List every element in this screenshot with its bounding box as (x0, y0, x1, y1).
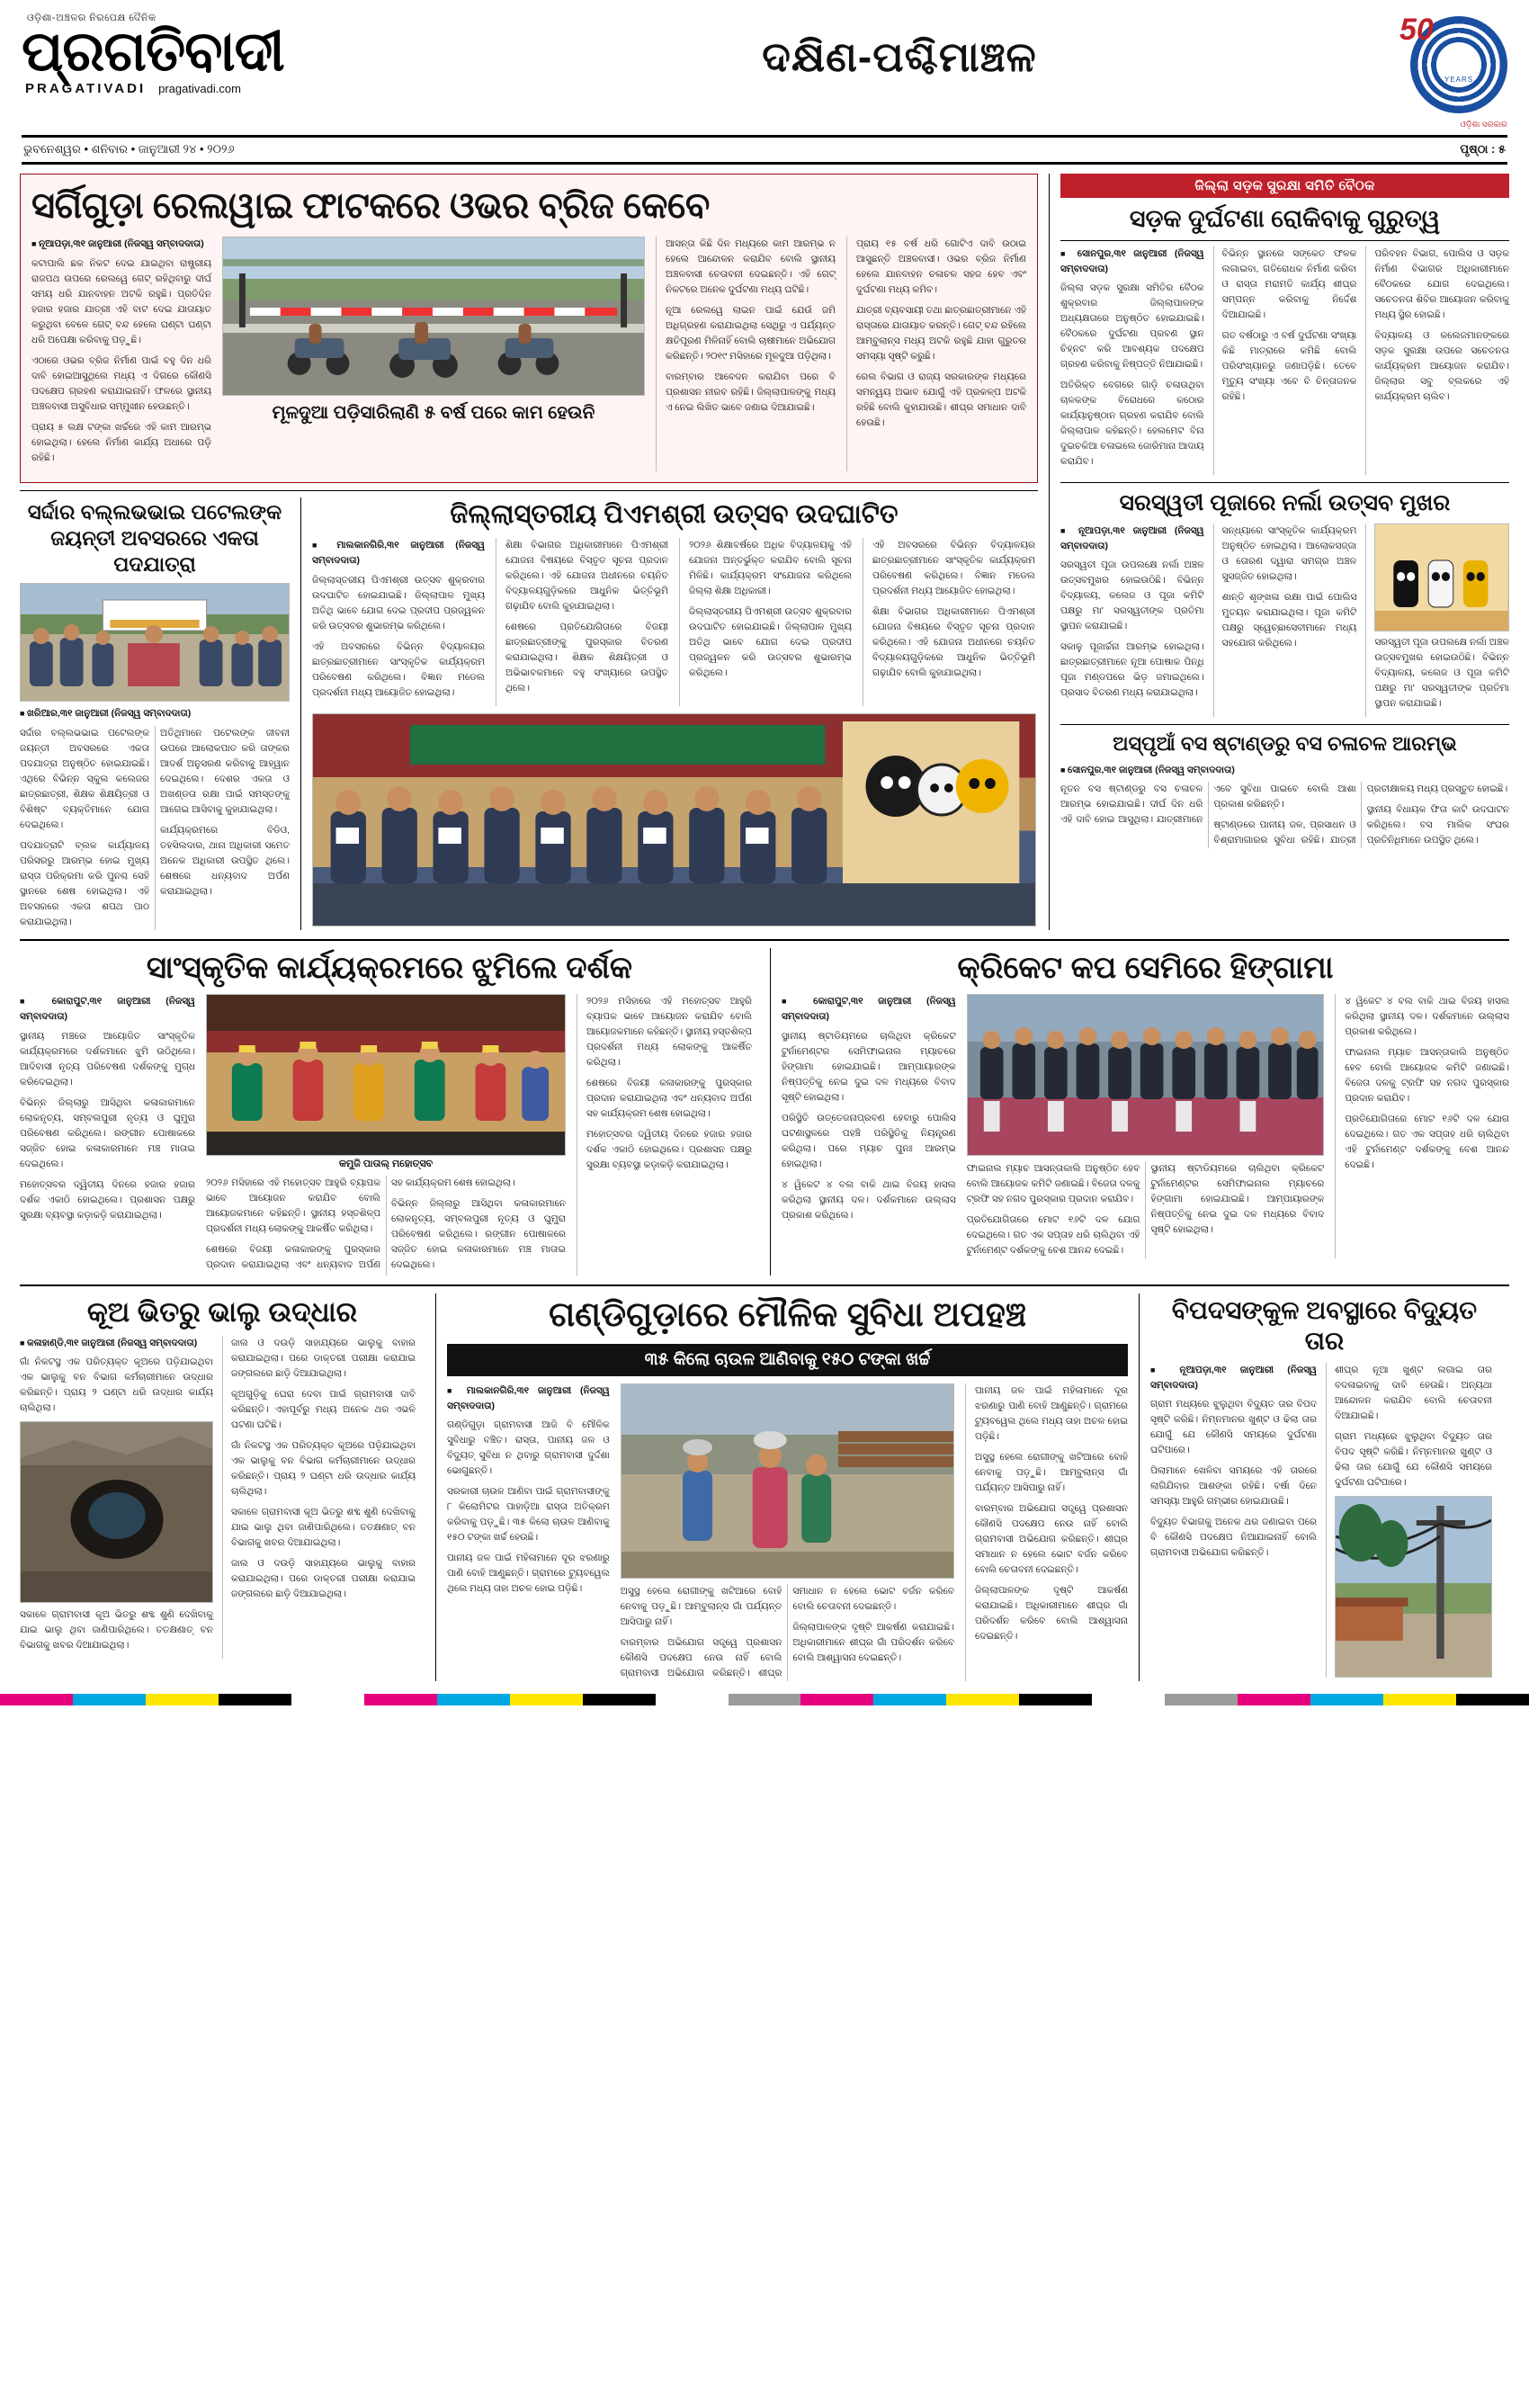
road-safety-headline: ସଡ଼କ ଦୁର୍ଘଟଣା ରୋକିବାକୁ ଗୁରୁତ୍ୱ (1129, 205, 1441, 232)
lead-pullquote: ମୂଳଦୁଆ ପଡ଼ିସାରିଲାଣି ୫ ବର୍ଷ ପରେ କାମ ହେଉନି (272, 403, 595, 424)
cultural-photo-caption: କମୁଜି ପାତାଲ୍‌ ମହୋତ୍ସବ (338, 1159, 434, 1170)
wire-body-col1: ଗ୍ରାମ ମଧ୍ୟରେ ଝୁଲୁଥିବା ବିଦ୍ୟୁତ ତାର ବିପଦ ସୃଷ୍ଟି କରିଛି। ନିମ୍ନମାନର ଖୁଣ୍ଟ ଓ ଢିଲା ତାର ଯୋଗୁଁ ଯେ କୌଣସି ସମୟରେ ଦୁର୍ଘଟଣା ଘଟିପାରେ। ପିଲାମାନେ ଖେଳିବା ସମୟରେ ଏହି ତାରରେ ଲାଗିଯିବାର ଆଶଙ୍କା ରହିଛି। ବର୍ଷା ଦିନେ ସମସ୍ୟା ଆହୁରି ଗମ୍ଭୀର ହୋଇଯାଉଛି। ବିଦ୍ୟୁତ ବିଭାଗକୁ ଅନେକ ଥର ଜଣାଇବା ପରେ ବି କୌଣସି ପଦକ୍ଷେପ ନିଆଯାଇନାହିଁ ବୋଲି ଗ୍ରାମବାସୀ ଅଭିଯୋଗ କରିଛନ୍ତି। (1150, 1399, 1317, 1559)
pmshri-body-col1: ଜିଲ୍ଲାସ୍ତରୀୟ ପିଏମଶ୍ରୀ ଉତ୍ସବ ଶୁକ୍ରବାର ଉଦଘାଟିତ ହୋଇଯାଇଛି। ଜିଲ୍ଲାପାଳ ମୁଖ୍ୟ ଅତିଥି ଭାବେ ଯୋଗ ଦେଇ ପ୍ରଦୀପ ପ୍ରଜ୍ୱଳନ କରି ଉତ୍ସବର ଶୁଭାରମ୍ଭ କରିଥିଲେ। ଏହି ଅବସରରେ ବିଭିନ୍ନ ବିଦ୍ୟାଳୟର ଛାତ୍ରଛାତ୍ରୀମାନେ ସାଂସ୍କୃତିକ କାର୍ଯ୍ୟକ୍ରମ ପରିବେଷଣ କରିଥିଲେ। ବିଜ୍ଞାନ ମଡେଲ ପ୍ରଦର୍ଶନୀ ମଧ୍ୟ ଆୟୋଜିତ ହୋଇଥିଲା। (312, 574, 485, 698)
lead-byline: ■ ନୂଆପଡ଼ା,୩୧ ଜାନୁଆରୀ (ନିଜସ୍ୱ ସମ୍ବାଦଦାତା) (31, 237, 211, 252)
pmshri-byline: ■ ମାଲକାନଗିରି,୩୧ ଜାନୁଆରୀ (ନିଜସ୍ୱ ସମ୍ବାଦଦାତା) (312, 538, 485, 568)
wire-headline: ବିପଦସଙ୍କୁଳ ଅବସ୍ଥାରେ ବିଦ୍ୟୁତ ତାର (1171, 1296, 1478, 1355)
color-swatch (873, 1694, 946, 1705)
color-swatch (364, 1694, 437, 1705)
lead-body-col2: ଆସନ୍ତା କିଛି ଦିନ ମଧ୍ୟରେ କାମ ଆରମ୍ଭ ନ ହେଲେ ଆନ୍ଦୋଳନ କରାଯିବ ବୋଲି ସ୍ଥାନୀୟ ଅଞ୍ଚଳବାସୀ ଚେତାବନୀ ଦେଇଛନ୍ତି। ଏହି ଗେଟ୍ ନିକଟରେ ଅନେକ ଦୁର୍ଘଟଣା ମଧ୍ୟ ଘଟିଛି। ନୂଆ ରେଲୱେ ଲାଇନ ପାଇଁ ଯେଉଁ ଜମି ଅଧିଗ୍ରହଣ କରାଯାଇଥିଲା ସେଥିରୁ ଏ ପର୍ଯ୍ୟନ୍ତ କ୍ଷତିପୂରଣ ମିଳିନାହିଁ ବୋଲି ଚାଷୀମାନେ ଅଭିଯୋଗ କରିଛନ୍ତି। ୨୦୧୯ ମସିହାରେ ମୂଳଦୁଆ ପଡ଼ିଥିଲା। ବାରମ୍ବାର ଆବେଦନ କରାଯିବା ପରେ ବି ପ୍ରଶାସନ ନୀରବ ରହିଛି। ଜିଲ୍ଲାପାଳଙ୍କୁ ମଧ୍ୟ ଏ ନେଇ ଲିଖିତ ଭାବେ ଜଣାଇ ଦିଆଯାଇଛି। (666, 238, 836, 414)
pmshri-body-col3: ୨୦୨୬ ଶିକ୍ଷାବର୍ଷରେ ଅଧିକ ବିଦ୍ୟାଳୟକୁ ଏହି ଯୋଜନା ଅନ୍ତର୍ଭୁକ୍ତ କରାଯିବ ବୋଲି ସୂଚନା ମିଳିଛି। କାର୍ଯ୍ୟକ୍ରମ ସଂଯୋଜନା କରିଥିଲେ ଜିଲ୍ଲା ଶିକ୍ଷା ଅଧିକାରୀ। ଜିଲ୍ଲାସ୍ତରୀୟ ପିଏମଶ୍ରୀ ଉତ୍ସବ ଶୁକ୍ରବାର ଉଦଘାଟିତ ହୋଇଯାଇଛି। ଜିଲ୍ଲାପାଳ ମୁଖ୍ୟ ଅତିଥି ଭାବେ ଯୋଗ ଦେଇ ପ୍ରଦୀପ ପ୍ରଜ୍ୱଳନ କରି ଉତ୍ସବର ଶୁଭାରମ୍ଭ କରିଥିଲେ। (689, 539, 852, 678)
rally-body: ସର୍ଦ୍ଦାର ବଲ୍ଲଭଭାଇ ପଟେଲଙ୍କ ଜୟନ୍ତୀ ଅବସରରେ ଏକତା ପଦଯାତ୍ରା ଅନୁଷ୍ଠିତ ହୋଇଯାଇଛି। ଏଥିରେ ବିଭିନ୍ନ ସ୍କୁଲ କଲେଜର ଛାତ୍ରଛାତ୍ରୀ, ଶିକ୍ଷକ ଶିକ୍ଷୟିତ୍ରୀ ଓ ବିଶିଷ୍ଟ ବ୍ୟକ୍ତିମାନେ ଯୋଗ ଦେଇଥିଲେ। ପଦଯାତ୍ରାଟି ବ୍ଲକ କାର୍ଯ୍ୟାଳୟ ପରିସରରୁ ଆରମ୍ଭ ହୋଇ ମୁଖ୍ୟ ରାସ୍ତା ପରିକ୍ରମା କରି ପୁନଶ୍ଚ ସେହି ସ୍ଥାନରେ ଶେଷ ହୋଇଥିଲା। ଏହି ଅବସରରେ ଏକତା ଶପଥ ପାଠ କରାଯାଇଥିଲା। ଅତିଥିମାନେ ପଟେଲଙ୍କ ଜୀବନୀ ଉପରେ ଆଲୋକପାତ କରି ତାଙ୍କର ଆଦର୍ଶ ଅନୁସରଣ କରିବାକୁ ଆହ୍ୱାନ ଦେଇଥିଲେ। ଦେଶର ଏକତା ଓ ଅଖଣ୍ଡତା ରକ୍ଷା ପାଇଁ ସମସ୍ତଙ୍କୁ ଆଗେଇ ଆସିବାକୁ କୁହାଯାଇଥିଲା। କାର୍ଯ୍ୟକ୍ରମରେ ବିଡିଓ, ତହସିଲଦାର, ଥାନା ଅଧିକାରୀ ସମେତ ଅନେକ ଅଧିକାରୀ ଉପସ୍ଥିତ ଥିଲେ। ଶେଷରେ ଧନ୍ୟବାଦ ଅର୍ପଣ କରାଯାଇଥିଲା। (20, 728, 290, 928)
color-swatch (583, 1694, 656, 1705)
color-swatch (510, 1694, 583, 1705)
lead-headline: ସର୍ଗିଗୁଡ଼ା ରେଲୱାଇ ଫାଟକରେ ଓଭର ବ୍ରିଜ କେବେ (31, 186, 710, 226)
masthead (0, 0, 1529, 130)
newspaper-logo[interactable]: ପ୍ରଗତିବାଦୀ (22, 21, 284, 83)
emblem-fifty-label: 50 (1399, 13, 1434, 47)
color-swatch (1456, 1694, 1529, 1705)
rally-story (20, 497, 290, 930)
pmshri-stage-photo (312, 713, 1036, 926)
water-carry-photo (621, 1383, 954, 1579)
cricket-body-col2: ଫାଇନାଲ ମ୍ୟାଚ ଆସନ୍ତାକାଲି ଅନୁଷ୍ଠିତ ହେବ ବୋଲି ଆୟୋଜକ କମିଟି ଜଣାଇଛି। ବିଜେତା ଦଳକୁ ଟ୍ରଫି ସହ ନଗଦ ପୁରସ୍କାର ପ୍ରଦାନ କରାଯିବ। ପ୍ରତିଯୋଗିତାରେ ମୋଟ ୧୬ଟି ଦଳ ଯୋଗ ଦେଇଥିଲେ। ଗତ ଏକ ସପ୍ତାହ ଧରି ଚାଲିଥିବା ଏହି ଟୁର୍ନାମେଣ୍ଟ ଦର୍ଶକଙ୍କୁ ବେଶ ଆନନ୍ଦ ଦେଇଛି। ସ୍ଥାନୀୟ ଷ୍ଟାଡିୟମରେ ଚାଲିଥିବା କ୍ରିକେଟ ଟୁର୍ନାମେଣ୍ଟର ସେମିଫାଇନାଲ ମ୍ୟାଚରେ ହିଙ୍ଗାମା ହୋଇଯାଇଛି। ଆମ୍ପାୟାରଙ୍କ ନିଷ୍ପତ୍ତିକୁ ନେଇ ଦୁଇ ଦଳ ମଧ୍ୟରେ ବିବାଦ ସୃଷ୍ଟି ହୋଇଥିଲା। (966, 1163, 1325, 1257)
color-swatch (291, 1694, 364, 1705)
cultural-story (20, 948, 759, 1276)
village-body-col1: ଗଣ୍ଡିଗୁଡ଼ା ଗ୍ରାମବାସୀ ଆଜି ବି ମୌଳିକ ସୁବିଧାରୁ ବଞ୍ଚିତ। ରାସ୍ତା, ପାନୀୟ ଜଳ ଓ ବିଦ୍ୟୁତ୍ ସୁବିଧା ନ ଥିବାରୁ ଗ୍ରାମବାସୀ ଦୁର୍ଦ୍ଦଶା ଭୋଗୁଛନ୍ତି। ସରକାରୀ ଚାଉଳ ଆଣିବା ପାଇଁ ଗ୍ରାମବାସୀଙ୍କୁ ୮ କିଲୋମିଟର ପାହାଡ଼ିଆ ରାସ୍ତା ଅତିକ୍ରମ କରିବାକୁ ପଡ଼ୁଛି। ୩୫ କିଲୋ ଚାଉଳ ଆଣିବାକୁ ୧୫୦ ଟଙ୍କା ଖର୍ଚ୍ଚ ହେଉଛି। ପାନୀୟ ଜଳ ପାଇଁ ମହିଳାମାନେ ଦୂର ଝରଣାରୁ ପାଣି ବୋହି ଆଣୁଛନ୍ତି। ଗ୍ରାମରେ ଟ୍ୟୁବୱେଲ ଥିଲେ ମଧ୍ୟ ତାହା ଅଚଳ ହୋଇ ପଡ଼ିଛି। (447, 1419, 610, 1594)
cricket-team-photo (967, 994, 1324, 1156)
unity-rally-photo (20, 583, 290, 702)
village-body-col2: ଅସୁସ୍ଥ ହେଲେ ରୋଗୀଙ୍କୁ ଖଟିଆରେ ବୋହି ନେବାକୁ ପଡ଼ୁଛି। ଆମ୍ବୁଲାନ୍ସ ଗାଁ ପର୍ଯ୍ୟନ୍ତ ଆସିପାରୁ ନାହିଁ। ବାରମ୍ବାର ଅଭିଯୋଗ ସତ୍ତ୍ୱେ ପ୍ରଶାସନ କୌଣସି ପଦକ୍ଷେପ ନେଉ ନାହିଁ ବୋଲି ଗ୍ରାମବାସୀ ଅଭିଯୋଗ କରିଛନ୍ତି। ଶୀଘ୍ର ସମାଧାନ ନ ହେଲେ ଭୋଟ ବର୍ଜନ କରିବେ ବୋଲି ଚେତାବନୀ ଦେଇଛନ୍ତି। ଜିଲ୍ଲାପାଳଙ୍କ ଦୃଷ୍ଟି ଆକର୍ଷଣ କରାଯାଇଛି। ଅଧିକାରୀମାନେ ଶୀଘ୍ର ଗାଁ ପରିଦର୍ଶନ କରିବେ ବୋଲି ଆଶ୍ୱାସନା ଦେଇଛନ୍ତି। (620, 1585, 954, 1678)
dateline-bar (22, 138, 1507, 165)
bus-headline: ଅସ୍ପୃଆଁ ବସ ଷ୍ଟାଣ୍ଡରୁ ବସ ଚଳାଚଳ ଆରମ୍ଭ (1113, 732, 1457, 756)
cricket-byline: ■ କୋରାପୁଟ,୩୧ ଜାନୁଆରୀ (ନିଜସ୍ୱ ସମ୍ବାଦଦାତା) (782, 994, 956, 1025)
color-swatch (729, 1694, 801, 1705)
cricket-body-col1: ସ୍ଥାନୀୟ ଷ୍ଟାଡିୟମରେ ଚାଲିଥିବା କ୍ରିକେଟ ଟୁର୍ନାମେଣ୍ଟର ସେମିଫାଇନାଲ ମ୍ୟାଚରେ ହିଙ୍ଗାମା ହୋଇଯାଇଛି। ଆମ୍ପାୟାରଙ୍କ ନିଷ୍ପତ୍ତିକୁ ନେଇ ଦୁଇ ଦଳ ମଧ୍ୟରେ ବିବାଦ ସୃଷ୍ଟି ହୋଇଥିଲା। ପରିସ୍ଥିତି ଉତ୍ତେଜନାପ୍ରବଣ ହେବାରୁ ପୋଲିସ ଘଟଣାସ୍ଥଳରେ ପହଞ୍ଚି ପରିସ୍ଥିତିକୁ ନିୟନ୍ତ୍ରଣ କରିଥିଲା। ପରେ ମ୍ୟାଚ ପୁନଃ ଆରମ୍ଭ ହୋଇଥିଲା। ୪ ୱିକେଟ ୪ ବଲ ବାକି ଥାଇ ବିଜୟ ହାସଲ କରିଥିଲା ସ୍ଥାନୀୟ ଦଳ। ଦର୍ଶକମାନେ ଉଲ୍ଲାସ ପ୍ରକାଶ କରିଥିଲେ। (782, 1031, 956, 1222)
color-swatch (437, 1694, 510, 1705)
masthead-logo-block (22, 13, 444, 96)
bear-headline: କୂଅ ଭିତରୁ ଭାଲୁ ଉଦ୍ଧାର (86, 1296, 358, 1329)
rally-byline: ■ ଖରିଆର,୩୧ ଜାନୁଆରୀ (ନିଜସ୍ୱ ସମ୍ବାଦଦାତା) (20, 706, 290, 721)
cultural-body-col2: ୨୦୨୬ ମସିହାରେ ଏହି ମହୋତ୍ସବ ଆହୁରି ବ୍ୟାପକ ଭାବେ ଆୟୋଜନ କରାଯିବ ବୋଲି ଆୟୋଜକମାନେ କହିଛନ୍ତି। ସ୍ଥାନୀୟ ହସ୍ତଶିଳ୍ପ ପ୍ରଦର୍ଶନୀ ମଧ୍ୟ ଲୋକଙ୍କୁ ଆକର୍ଷିତ କରିଥିଲା। ଶେଷରେ ବିଜୟୀ କଳାକାରଙ୍କୁ ପୁରସ୍କାର ପ୍ରଦାନ କରାଯାଇଥିଲା ଏବଂ ଧନ୍ୟବାଦ ଅର୍ପଣ ସହ କାର୍ଯ୍ୟକ୍ରମ ଶେଷ ହୋଇଥିଲା। ବିଭିନ୍ନ ଜିଲ୍ଲାରୁ ଆସିଥିବା କଳାକାରମାନେ ଲୋକନୃତ୍ୟ, ସମ୍ବଲପୁରୀ ନୃତ୍ୟ ଓ ଘୁମୁରା ପରିବେଷଣ କରିଥିଲେ। ରଙ୍ଗୀନ ପୋଷାକରେ ସଜ୍ଜିତ ହୋଇ କଳାକାରମାନେ ମଞ୍ଚ ମାତାଇ ଦେଇଥିଲେ। (206, 1177, 566, 1271)
saraswati-body-col3: ସରସ୍ୱତୀ ପୂଜା ଉପଲକ୍ଷେ ନର୍ଲା ଅଞ୍ଚଳ ଉତ୍ସବମୁଖର ହୋଇଉଠିଛି। ବିଭିନ୍ନ ବିଦ୍ୟାଳୟ, କଲେଜ ଓ ପୂଜା କମିଟି ପକ୍ଷରୁ ମା' ସରସ୍ୱତୀଙ୍କ ପ୍ରତିମା ସ୍ଥାପନ କରାଯାଇଛି। (1374, 637, 1509, 710)
road-safety-body-col1: ଜିଲ୍ଲା ସଡ଼କ ସୁରକ୍ଷା ସମିତିର ବୈଠକ ଶୁକ୍ରବାର ଜିଲ୍ଲାପାଳଙ୍କ ଅଧ୍ୟକ୍ଷତାରେ ଅନୁଷ୍ଠିତ ହୋଇଯାଇଛି। ବୈଠକରେ ଦୁର୍ଘଟଣା ପ୍ରବଣ ସ୍ଥାନ ଚିହ୍ନଟ କରି ଆବଶ୍ୟକ ପଦକ୍ଷେପ ଗ୍ରହଣ କରିବାକୁ ନିଷ୍ପତ୍ତି ନିଆଯାଇଛି। ଅତିରିକ୍ତ ବେଗରେ ଗାଡ଼ି ଚଳାଉଥିବା ଚାଳକଙ୍କ ବିରୋଧରେ କଠୋର କାର୍ଯ୍ୟାନୁଷ୍ଠାନ ଗ୍ରହଣ କରାଯିବ ବୋଲି ଜିଲ୍ଲାପାଳ କହିଛନ୍ତି। ହେଲମେଟ ବିନା ଦୁଇଚକିଆ ଚଳାଇଲେ ଜୋରିମାନା ଆଦାୟ କରାଯିବ। (1060, 282, 1204, 468)
bear-body-col2: ଜାଲ ଓ ଦଉଡ଼ି ସାହାଯ୍ୟରେ ଭାଲୁକୁ ବାହାର କରାଯାଇଥିଲା। ପରେ ଡାକ୍ତରୀ ପରୀକ୍ଷା କରାଯାଇ ଜଙ୍ଗଲରେ ଛାଡ଼ି ଦିଆଯାଇଥିଲା। କୂଅଗୁଡ଼ିକୁ ଘେରା ଦେବା ପାଇଁ ଗ୍ରାମବାସୀ ଦାବି କରିଛନ୍ତି। ଏହାପୂର୍ବରୁ ମଧ୍ୟ ଅନେକ ଥର ଏଭଳି ଘଟଣା ଘଟିଛି। ଗାଁ ନିକଟସ୍ଥ ଏକ ପରିତ୍ୟକ୍ତ କୂଅରେ ପଡ଼ିଯାଇଥିବା ଏକ ଭାଲୁକୁ ବନ ବିଭାଗ କର୍ମଚାରୀମାନେ ଉଦ୍ଧାର କରିଛନ୍ତି। ପ୍ରାୟ ୨ ଘଣ୍ଟା ଧରି ଉଦ୍ଧାର କାର୍ଯ୍ୟ ଚାଲିଥିଲା। ସକାଳେ ଗ୍ରାମବାସୀ କୂଅ ଭିତରୁ ଶବ୍ଦ ଶୁଣି ଦେଖିବାକୁ ଯାଇ ଭାଲୁ ଥିବା ଜାଣିପାରିଥିଲେ। ତତକ୍ଷଣାତ୍ ବନ ବିଭାଗକୁ ଖବର ଦିଆଯାଇଥିଲା। ଜାଲ ଓ ଦଉଡ଼ି ସାହାଯ୍ୟରେ ଭାଲୁକୁ ବାହାର କରାଯାଇଥିଲା। ପରେ ଡାକ୍ତରୀ ପରୀକ୍ଷା କରାଯାଇ ଜଙ୍ଗଲରେ ଛାଡ଼ି ଦିଆଯାଇଥିଲା। (231, 1338, 416, 1600)
color-swatch (219, 1694, 291, 1705)
color-swatch (656, 1694, 729, 1705)
bear-body-col1b: ସକାଳେ ଗ୍ରାମବାସୀ କୂଅ ଭିତରୁ ଶବ୍ଦ ଶୁଣି ଦେଖିବାକୁ ଯାଇ ଭାଲୁ ଥିବା ଜାଣିପାରିଥିଲେ। ତତକ୍ଷଣାତ୍ ବନ ବିଭାଗକୁ ଖବର ଦିଆଯାଇଥିଲା। (20, 1609, 213, 1652)
color-swatch (146, 1694, 219, 1705)
lead-story (20, 174, 1038, 483)
emblem-years-label: YEARS (1444, 76, 1474, 84)
wire-story (1139, 1294, 1498, 1681)
color-swatch (73, 1694, 146, 1705)
cultural-body-col3: ୨୦୨୬ ମସିହାରେ ଏହି ମହୋତ୍ସବ ଆହୁରି ବ୍ୟାପକ ଭାବେ ଆୟୋଜନ କରାଯିବ ବୋଲି ଆୟୋଜକମାନେ କହିଛନ୍ତି। ସ୍ଥାନୀୟ ହସ୍ତଶିଳ୍ପ ପ୍ରଦର୍ଶନୀ ମଧ୍ୟ ଲୋକଙ୍କୁ ଆକର୍ଷିତ କରିଥିଲା। ଶେଷରେ ବିଜୟୀ କଳାକାରଙ୍କୁ ପୁରସ୍କାର ପ୍ରଦାନ କରାଯାଇଥିଲା ଏବଂ ଧନ୍ୟବାଦ ଅର୍ପଣ ସହ କାର୍ଯ୍ୟକ୍ରମ ଶେଷ ହୋଇଥିଲା। ମହୋତ୍ସବର ଦ୍ୱିତୀୟ ଦିନରେ ହଜାର ହଜାର ଦର୍ଶକ ଏକାଠି ହୋଇଥିଲେ। ପ୍ରଶାସନ ପକ୍ଷରୁ ସୁରକ୍ଷା ବ୍ୟବସ୍ଥା କଡ଼ାକଡ଼ି କରାଯାଇଥିଲା। (586, 996, 752, 1171)
color-swatch (946, 1694, 1019, 1705)
saraswati-body-col1: ସରସ୍ୱତୀ ପୂଜା ଉପଲକ୍ଷେ ନର୍ଲା ଅଞ୍ଚଳ ଉତ୍ସବମୁଖର ହୋଇଉଠିଛି। ବିଭିନ୍ନ ବିଦ୍ୟାଳୟ, କଲେଜ ଓ ପୂଜା କମିଟି ପକ୍ଷରୁ ମା' ସରସ୍ୱତୀଙ୍କ ପ୍ରତିମା ସ୍ଥାପନ କରାଯାଇଛି। ସକାଳୁ ପୂଜାର୍ଚ୍ଚନା ଆରମ୍ଭ ହୋଇଥିଲା। ଛାତ୍ରଛାତ୍ରୀମାନେ ନୂଆ ପୋଷାକ ପିନ୍ଧି ପୂଜା ମଣ୍ଡପରେ ଭିଡ଼ ଜମାଇଥିଲେ। ପ୍ରସାଦ ବିତରଣ ମଧ୍ୟ କରାଯାଇଥିଲା। (1060, 559, 1204, 699)
well-rescue-photo (20, 1421, 213, 1603)
railway-gate-photo (222, 237, 645, 396)
page-number: ପୃଷ୍ଠା : ୫ (1460, 142, 1506, 156)
cricket-headline: କ୍ରିକେଟ କପ ସେମିରେ ହିଙ୍ଗାମା (957, 951, 1334, 986)
bear-story (20, 1294, 425, 1681)
color-registration-bar (0, 1694, 1529, 1705)
road-safety-byline: ■ ସୋନପୁର,୩୧ ଜାନୁଆରୀ (ନିଜସ୍ୱ ସମ୍ବାଦଦାତା) (1060, 246, 1204, 277)
color-swatch (800, 1694, 873, 1705)
saraswati-byline: ■ ନୂଆପଡ଼ା,୩୧ ଜାନୁଆରୀ (ନିଜସ୍ୱ ସମ୍ବାଦଦାତା) (1060, 524, 1204, 554)
wire-body-col2: ଶୀଘ୍ର ନୂଆ ଖୁଣ୍ଟ ଲଗାଇ ତାର ବଦଳାଇବାକୁ ଦାବି ହେଉଛି। ଅନ୍ୟଥା ଆନ୍ଦୋଳନ କରାଯିବ ବୋଲି ଚେତାବନୀ ଦିଆଯାଇଛି। ଗ୍ରାମ ମଧ୍ୟରେ ଝୁଲୁଥିବା ବିଦ୍ୟୁତ ତାର ବିପଦ ସୃଷ୍ଟି କରିଛି। ନିମ୍ନମାନର ଖୁଣ୍ଟ ଓ ଢିଲା ତାର ଯୋଗୁଁ ଯେ କୌଣସି ସମୟରେ ଦୁର୍ଘଟଣା ଘଟିପାରେ। (1335, 1365, 1492, 1489)
cultural-headline: ସାଂସ୍କୃତିକ କାର୍ଯ୍ୟକ୍ରମରେ ଝୁମିଲେ ଦର୍ଶକ (146, 951, 633, 986)
village-byline: ■ ମାଲକାନଗିରି,୩୧ ଜାନୁଆରୀ (ନିଜସ୍ୱ ସମ୍ବାଦଦାତା) (447, 1383, 610, 1414)
edition-title-block (444, 13, 1355, 83)
color-swatch (1383, 1694, 1456, 1705)
bear-byline: ■ କଳାହାଣ୍ଡି,୩୧ ଜାନୁଆରୀ (ନିଜସ୍ୱ ସମ୍ବାଦଦାତା) (20, 1336, 213, 1351)
village-subheadline: ୩୫ କିଲୋ ଚାଉଳ ଆଣିବାକୁ ୧୫୦ ଟଙ୍କା ଖର୍ଚ୍ଚ (447, 1344, 1128, 1376)
pmshri-body-col4: ଏହି ଅବସରରେ ବିଭିନ୍ନ ବିଦ୍ୟାଳୟର ଛାତ୍ରଛାତ୍ରୀମାନେ ସାଂସ୍କୃତିକ କାର୍ଯ୍ୟକ୍ରମ ପରିବେଷଣ କରିଥିଲେ। ବିଜ୍ଞାନ ମଡେଲ ପ୍ରଦର୍ଶନୀ ମଧ୍ୟ ଆୟୋଜିତ ହୋଇଥିଲା। ଶିକ୍ଷା ବିଭାଗର ଅଧିକାରୀମାନେ ପିଏମଶ୍ରୀ ଯୋଜନା ବିଷୟରେ ବିସ୍ତୃତ ସୂଚନା ପ୍ରଦାନ କରିଥିଲେ। ଏହି ଯୋଜନା ଅଧୀନରେ ଚୟନିତ ବିଦ୍ୟାଳୟଗୁଡ଼ିକରେ ଆଧୁନିକ ଭିତ୍ତିଭୂମି ଗଢ଼ାଯିବ ବୋଲି କୁହାଯାଇଥିଲା। (872, 539, 1035, 678)
saraswati-headline: ସରସ୍ୱତୀ ପୂଜାରେ ନର୍ଲା ଉତ୍ସବ ମୁଖର (1119, 490, 1451, 516)
color-swatch (1092, 1694, 1165, 1705)
cricket-body-col3: ୪ ୱିକେଟ ୪ ବଲ ବାକି ଥାଇ ବିଜୟ ହାସଲ କରିଥିଲା ସ୍ଥାନୀୟ ଦଳ। ଦର୍ଶକମାନେ ଉଲ୍ଲାସ ପ୍ରକାଶ କରିଥିଲେ। ଫାଇନାଲ ମ୍ୟାଚ ଆସନ୍ତାକାଲି ଅନୁଷ୍ଠିତ ହେବ ବୋଲି ଆୟୋଜକ କମିଟି ଜଣାଇଛି। ବିଜେତା ଦଳକୁ ଟ୍ରଫି ସହ ନଗଦ ପୁରସ୍କାର ପ୍ରଦାନ କରାଯିବ। ପ୍ରତିଯୋଗିତାରେ ମୋଟ ୧୬ଟି ଦଳ ଯୋଗ ଦେଇଥିଲେ। ଗତ ଏକ ସପ୍ତାହ ଧରି ଚାଲିଥିବା ଏହି ଟୁର୍ନାମେଣ୍ଟ ଦର୍ଶକଙ୍କୁ ବେଶ ଆନନ୍ଦ ଦେଇଛି। (1345, 996, 1509, 1171)
color-swatch (1019, 1694, 1092, 1705)
road-safety-body-col3: ପରିବହନ ବିଭାଗ, ପୋଲିସ ଓ ସଡ଼କ ନିର୍ମାଣ ବିଭାଗର ଅଧିକାରୀମାନେ ବୈଠକରେ ଯୋଗ ଦେଇଥିଲେ। ସଚେତନତା ଶିବିର ଆୟୋଜନ କରିବାକୁ ମଧ୍ୟ ସ୍ଥିର ହୋଇଛି। ବିଦ୍ୟାଳୟ ଓ କଲେଜମାନଙ୍କରେ ସଡ଼କ ସୁରକ୍ଷା ଉପରେ ସଚେତନତା କାର୍ଯ୍ୟକ୍ରମ ଆୟୋଜନ କରାଯିବ। ଜିଲ୍ଲାର ସବୁ ବ୍ଲକରେ ଏହି କାର୍ଯ୍ୟକ୍ରମ ଚାଲିବ। (1374, 248, 1509, 403)
village-body-col3: ପାନୀୟ ଜଳ ପାଇଁ ମହିଳାମାନେ ଦୂର ଝରଣାରୁ ପାଣି ବୋହି ଆଣୁଛନ୍ତି। ଗ୍ରାମରେ ଟ୍ୟୁବୱେଲ ଥିଲେ ମଧ୍ୟ ତାହା ଅଚଳ ହୋଇ ପଡ଼ିଛି। ଅସୁସ୍ଥ ହେଲେ ରୋଗୀଙ୍କୁ ଖଟିଆରେ ବୋହି ନେବାକୁ ପଡ଼ୁଛି। ଆମ୍ବୁଲାନ୍ସ ଗାଁ ପର୍ଯ୍ୟନ୍ତ ଆସିପାରୁ ନାହିଁ। ବାରମ୍ବାର ଅଭିଯୋଗ ସତ୍ତ୍ୱେ ପ୍ରଶାସନ କୌଣସି ପଦକ୍ଷେପ ନେଉ ନାହିଁ ବୋଲି ଗ୍ରାମବାସୀ ଅଭିଯୋଗ କରିଛନ୍ତି। ଶୀଘ୍ର ସମାଧାନ ନ ହେଲେ ଭୋଟ ବର୍ଜନ କରିବେ ବୋଲି ଚେତାବନୀ ଦେଇଛନ୍ତି। ଜିଲ୍ଲାପାଳଙ୍କ ଦୃଷ୍ଟି ଆକର୍ଷଣ କରାଯାଇଛି। ଅଧିକାରୀମାନେ ଶୀଘ୍ର ଗାଁ ପରିଦର୍ଶନ କରିବେ ବୋଲି ଆଶ୍ୱାସନା ଦେଇଛନ୍ତି। (975, 1384, 1129, 1642)
color-swatch (0, 1694, 73, 1705)
masthead-tagline: ଓଡ଼ିଶା-ଅଞ୍ଚଳର ନିରପେକ୍ଷ ଦୈନିକ (27, 13, 156, 23)
edition-title: ଦକ୍ଷିଣ-ପଶ୍ଚିମାଞ୍ଚଳ (762, 33, 1037, 80)
bus-body: ନୂତନ ବସ ଷ୍ଟାଣ୍ଡରୁ ବସ ଚଳାଚଳ ଆରମ୍ଭ ହୋଇଯାଇଛି। ଦୀର୍ଘ ଦିନ ଧରି ଏହି ଦାବି ହୋଇ ଆସୁଥିଲା। ଯାତ୍ରୀମାନେ ଏବେ ସୁବିଧା ପାଇବେ ବୋଲି ଆଶା ପ୍ରକାଶ କରିଛନ୍ତି। ଷ୍ଟାଣ୍ଡରେ ପାନୀୟ ଜଳ, ପ୍ରସାଧନ ଓ ବିଶ୍ରାମାଗାରର ସୁବିଧା ରହିଛି। ଯାତ୍ରୀ ପ୍ରତୀକ୍ଷାଳୟ ମଧ୍ୟ ପ୍ରସ୍ତୁତ ହୋଇଛି। ସ୍ଥାନୀୟ ବିଧାୟକ ଫିତା କାଟି ଉଦଘାଟନ କରିଥିଲେ। ବସ ମାଲିକ ସଂଘର ପ୍ରତିନିଧିମାନେ ଉପସ୍ଥିତ ଥିଲେ। (1060, 783, 1509, 846)
bear-body-col1: ଗାଁ ନିକଟସ୍ଥ ଏକ ପରିତ୍ୟକ୍ତ କୂଅରେ ପଡ଼ିଯାଇଥିବା ଏକ ଭାଲୁକୁ ବନ ବିଭାଗ କର୍ମଚାରୀମାନେ ଉଦ୍ଧାର କରିଛନ୍ତି। ପ୍ରାୟ ୨ ଘଣ୍ଟା ଧରି ଉଦ୍ଧାର କାର୍ଯ୍ୟ ଚାଲିଥିଲା। (20, 1356, 213, 1414)
bus-byline: ■ ସୋନପୁର,୩୧ ଜାନୁଆରୀ (ନିଜସ୍ୱ ସମ୍ବାଦଦାତା) (1060, 763, 1509, 778)
pmshri-body-col2: ଶିକ୍ଷା ବିଭାଗର ଅଧିକାରୀମାନେ ପିଏମଶ୍ରୀ ଯୋଜନା ବିଷୟରେ ବିସ୍ତୃତ ସୂଚନା ପ୍ରଦାନ କରିଥିଲେ। ଏହି ଯୋଜନା ଅଧୀନରେ ଚୟନିତ ବିଦ୍ୟାଳୟଗୁଡ଼ିକରେ ଆଧୁନିକ ଭିତ୍ତିଭୂମି ଗଢ଼ାଯିବ ବୋଲି କୁହାଯାଇଥିଲା। ଶେଷରେ ପ୍ରତିଯୋଗିତାରେ ବିଜୟୀ ଛାତ୍ରଛାତ୍ରୀଙ୍କୁ ପୁରସ୍କାର ବିତରଣ କରାଯାଇଥିଲା। ଶିକ୍ଷକ ଶିକ୍ଷୟିତ୍ରୀ ଓ ଅଭିଭାବକମାନେ ବହୁ ସଂଖ୍ୟାରେ ଉପସ୍ଥିତ ଥିଲେ। (505, 539, 668, 694)
road-safety-kicker: ଜିଲ୍ଲା ସଡ଼କ ସୁରକ୍ଷା ସମିତି ବୈଠକ (1060, 174, 1509, 198)
rally-headline: ସର୍ଦ୍ଦାର ବଲ୍ଲଭଭାଇ ପଟେଲଙ୍କ ଜୟନ୍ତୀ ଅବସରରେ ଏକତା ପଦଯାତ୍ରା (27, 500, 282, 576)
village-story (435, 1294, 1128, 1681)
emblem-caption: ଓଡ଼ିଶା ସରକାର (1460, 120, 1507, 129)
color-swatch (1310, 1694, 1383, 1705)
cultural-body-col1: ସ୍ଥାନୀୟ ମଞ୍ଚରେ ଆୟୋଜିତ ସାଂସ୍କୃତିକ କାର୍ଯ୍ୟକ୍ରମରେ ଦର୍ଶକମାନେ ଝୁମି ଉଠିଥିଲେ। ଆଦିବାସୀ ନୃତ୍ୟ ପରିବେଷଣ ଦର୍ଶକଙ୍କୁ ମୁଗ୍ଧ କରିଦେଇଥିଲା। ବିଭିନ୍ନ ଜିଲ୍ଲାରୁ ଆସିଥିବା କଳାକାରମାନେ ଲୋକନୃତ୍ୟ, ସମ୍ବଲପୁରୀ ନୃତ୍ୟ ଓ ଘୁମୁରା ପରିବେଷଣ କରିଥିଲେ। ରଙ୍ଗୀନ ପୋଷାକରେ ସଜ୍ଜିତ ହୋଇ କଳାକାରମାନେ ମଞ୍ଚ ମାତାଇ ଦେଇଥିଲେ। ମହୋତ୍ସବର ଦ୍ୱିତୀୟ ଦିନରେ ହଜାର ହଜାର ଦର୍ଶକ ଏକାଠି ହୋଇଥିଲେ। ପ୍ରଶାସନ ପକ୍ଷରୁ ସୁରକ୍ଷା ବ୍ୟବସ୍ଥା କଡ଼ାକଡ଼ି କରାଯାଇଥିଲା। (20, 1031, 195, 1222)
village-headline: ଗଣ୍ଡିଗୁଡ଼ାରେ ମୌଳିକ ସୁବିଧା ଅପହଞ୍ଚ (549, 1296, 1026, 1335)
cricket-story (770, 948, 1509, 1276)
color-swatch (1165, 1694, 1238, 1705)
color-swatch (1238, 1694, 1310, 1705)
lead-body-col1: କଟାପାଲି ଛକ ନିକଟ ଦେଇ ଯାଇଥିବା ରାଷ୍ଟ୍ରୀୟ ରାଜପଥ ଉପରେ ରେଲୱେ ଗେଟ୍ ରହିଥିବାରୁ ଦୀର୍ଘ ସମୟ ଧରି ଯାନବାହନ ଅଟକି ରହୁଛି। ପ୍ରତିଦିନ ହଜାର ହଜାର ଯାତ୍ରୀ ଏହି ବାଟ ଦେଇ ଯାତାୟାତ କରୁଥିବା ବେଳେ ଗେଟ୍ ବନ୍ଦ ହେଲେ ଘଣ୍ଟା ଘଣ୍ଟା ଧରି ଅପେକ୍ଷା କରିବାକୁ ପଡ଼ୁଛି। ଏଠାରେ ଓଭର ବ୍ରିଜ ନିର୍ମାଣ ପାଇଁ ବହୁ ଦିନ ଧରି ଦାବି ହୋଇଆସୁଥିଲେ ମଧ୍ୟ ଏ ଦିଗରେ କୌଣସି ପଦକ୍ଷେପ ଗ୍ରହଣ କରାଯାଇନାହିଁ। ଫଳରେ ସ୍ଥାନୀୟ ଅଞ୍ଚଳବାସୀ ଅସୁବିଧାର ସମ୍ମୁଖୀନ ହେଉଛନ୍ତି। ପ୍ରାୟ ୫ ଲକ୍ଷ ଟଙ୍କା ଖର୍ଚ୍ଚରେ ଏହି କାମ ଆରମ୍ଭ ହୋଇଥିଲା। ହେଲେ ନିର୍ମାଣ କାର୍ଯ୍ୟ ଅଧାରେ ପଡ଼ି ରହିଛି। (31, 258, 211, 464)
lead-body-col3: ପ୍ରାୟ ୧୫ ବର୍ଷ ଧରି ଗୋଟିଏ ଦାବି ଉଠାଇ ଆସୁଛନ୍ତି ଅଞ୍ଚଳବାସୀ। ଓଭର ବ୍ରିଜ ନିର୍ମାଣ ହେଲେ ଯାନବାହନ ଚଳାଚଳ ସହଜ ହେବ ଏବଂ ଦୁର୍ଘଟଣା ମଧ୍ୟ କମିବ। ଯାତ୍ରୀ ବ୍ୟବସାୟୀ ତଥା ଛାତ୍ରଛାତ୍ରୀମାନେ ଏହି ରାସ୍ତାରେ ଯାତାୟାତ କରନ୍ତି। ଗେଟ୍ ବନ୍ଦ ରହିଲେ ଆମ୍ବୁଲାନ୍ସ ମଧ୍ୟ ଅଟକି ରହୁଛି ଯାହା ଗୁରୁତର ସମସ୍ୟା ସୃଷ୍ଟି କରୁଛି। ରେଲ ବିଭାଗ ଓ ରାଜ୍ୟ ସରକାରଙ୍କ ମଧ୍ୟରେ ସମନ୍ୱୟ ଅଭାବ ଯୋଗୁଁ ଏହି ପ୍ରକଳ୍ପ ଅଟକି ରହିଛି ବୋଲି କୁହାଯାଉଛି। ଶୀଘ୍ର ସମାଧାନ ଦାବି ହେଉଛି। (856, 238, 1026, 429)
newspaper-logo-roman: PRAGATIVADI (25, 80, 147, 96)
pmshri-story (300, 497, 1036, 930)
wire-byline: ■ ନୂଆପଡ଼ା,୩୧ ଜାନୁଆରୀ (ନିଜସ୍ୱ ସମ୍ବାଦଦାତା) (1150, 1363, 1317, 1393)
anniversary-emblem-icon (1399, 13, 1507, 113)
pmshri-headline: ଜିଲ୍ଲାସ୍ତରୀୟ ପିଏମଶ୍ରୀ ଉତ୍ସବ ଉଦଘାଟିତ (450, 500, 899, 530)
newspaper-website[interactable]: pragativadi.com (158, 81, 241, 95)
road-safety-body-col2: ବିଭିନ୍ନ ସ୍ଥାନରେ ସଙ୍କେତ ଫଳକ ଲଗାଇବା, ଗତିରୋଧକ ନିର୍ମାଣ କରିବା ଓ ରାସ୍ତା ମରାମତି କାର୍ଯ୍ୟ ଶୀଘ୍ର ସମ୍ପନ୍ନ କରିବାକୁ ନିର୍ଦ୍ଦେଶ ଦିଆଯାଇଛି। ଗତ ବର୍ଷଠାରୁ ଏ ବର୍ଷ ଦୁର୍ଘଟଣା ସଂଖ୍ୟା କିଛି ମାତ୍ରାରେ କମିଛି ବୋଲି ପରିସଂଖ୍ୟାନରୁ ଜଣାପଡ଼ିଛି। ତେବେ ମୃତ୍ୟୁ ସଂଖ୍ୟା ଏବେ ବି ଚିନ୍ତାଜନକ ରହିଛି। (1221, 248, 1357, 403)
anniversary-emblem-block (1355, 13, 1507, 130)
jagannath-idol-photo (1374, 524, 1509, 631)
dateline-text: ଭୁବନେଶ୍ୱର • ଶନିବାର • ଜାନୁଆରୀ ୨୪ • ୨୦୨୬ (23, 142, 235, 156)
folk-dance-photo (206, 994, 566, 1156)
power-line-photo (1335, 1496, 1492, 1678)
saraswati-body-col2: ସନ୍ଧ୍ୟାରେ ସାଂସ୍କୃତିକ କାର୍ଯ୍ୟକ୍ରମ ଅନୁଷ୍ଠିତ ହୋଇଥିଲା। ଆଲୋକସଜ୍ଜା ଓ ତୋରଣ ଦ୍ୱାରା ସମଗ୍ର ଅଞ୍ଚଳ ସୁସଜ୍ଜିତ ହୋଇଥିଲା। ଶାନ୍ତି ଶୃଙ୍ଖଳା ରକ୍ଷା ପାଇଁ ପୋଲିସ ମୁତୟନ କରାଯାଇଥିଲା। ପୂଜା କମିଟି ପକ୍ଷରୁ ସ୍ୱେଚ୍ଛାସେବୀମାନେ ମଧ୍ୟ ସହଯୋଗ କରିଥିଲେ। (1221, 525, 1357, 649)
cultural-byline: ■ କୋରାପୁଟ,୩୧ ଜାନୁଆରୀ (ନିଜସ୍ୱ ସମ୍ବାଦଦାତା) (20, 994, 195, 1025)
